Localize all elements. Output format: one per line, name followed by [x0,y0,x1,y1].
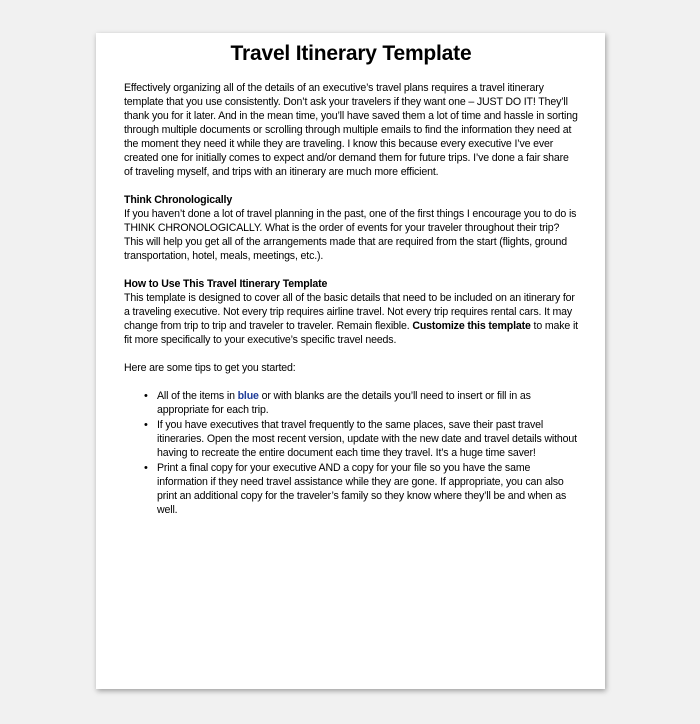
section-heading: How to Use This Travel Itinerary Template [124,278,328,290]
section-heading: Think Chronologically [124,194,233,206]
tip-text: All of the items in [157,390,238,402]
list-item: • If you have executives that travel frequently to the same places, save their past travel itineraries. Open the most recent version, update with the new date and travel details without having to recreate the entire document each time they travel. It’s a huge time saver! [157,418,578,460]
tip-text-continued: or with blanks are the details you’ll need to insert or fill in as appropriate for each trip. [157,390,531,416]
section-think-chronologically [124,193,578,263]
document-page [96,33,605,689]
blue-highlight-text: blue [237,390,259,402]
section-text: This template is designed to cover all of the basic details that need to be included on an itinerary for a traveling executive. Not every trip requires airline travel. Not every trip requires rental cars. It may change from trip to trip and traveler to traveler. Remain flexible. [124,292,575,332]
page-title: Travel Itinerary Template [230,42,472,65]
section-text: If you haven’t done a lot of travel planning in the past, one of the first things I encourage you to do is THINK CHRONOLOGICALLY. What is the order of events for your traveler throughout their trip? This will help you get all of the arrangements made that are required from the start (flights, ground transportation, hotel, meals, meetings, etc.). [124,208,577,262]
section-text-continued: to make it fit more specifically to your executive’s specific travel needs. [124,320,578,346]
list-item: • Print a final copy for your executive AND a copy for your file so you have the same information if they need travel assistance while they are gone. If appropriate, you can also print an additional copy for the traveler’s family so they know where they’ll be and when as well. [157,461,578,517]
list-item [157,389,578,417]
tips-intro: Here are some tips to get you started: [124,362,296,374]
emphasis-text: Customize this template [412,320,531,332]
tips-list [124,389,578,517]
intro-paragraph: Effectively organizing all of the details of an executive’s travel plans requires a travel itinerary template that you use consistently. Don’t ask your travelers if they want one – JUST DO IT! They’ll thank you for it later. And in the mean time, you’ll have saved them a lot of time and hassle in sorting through multiple documents or scrolling through multiple emails to find the information they need at the moment they need it while they are traveling. I know this because every executive I’ve ever created one for initially comes to expect and/or demand them for future trips. I’ve done a fair share of traveling myself, and trips with an itinerary are much more efficient. [124,82,578,178]
section-how-to-use [124,277,578,347]
document-body [124,81,578,517]
